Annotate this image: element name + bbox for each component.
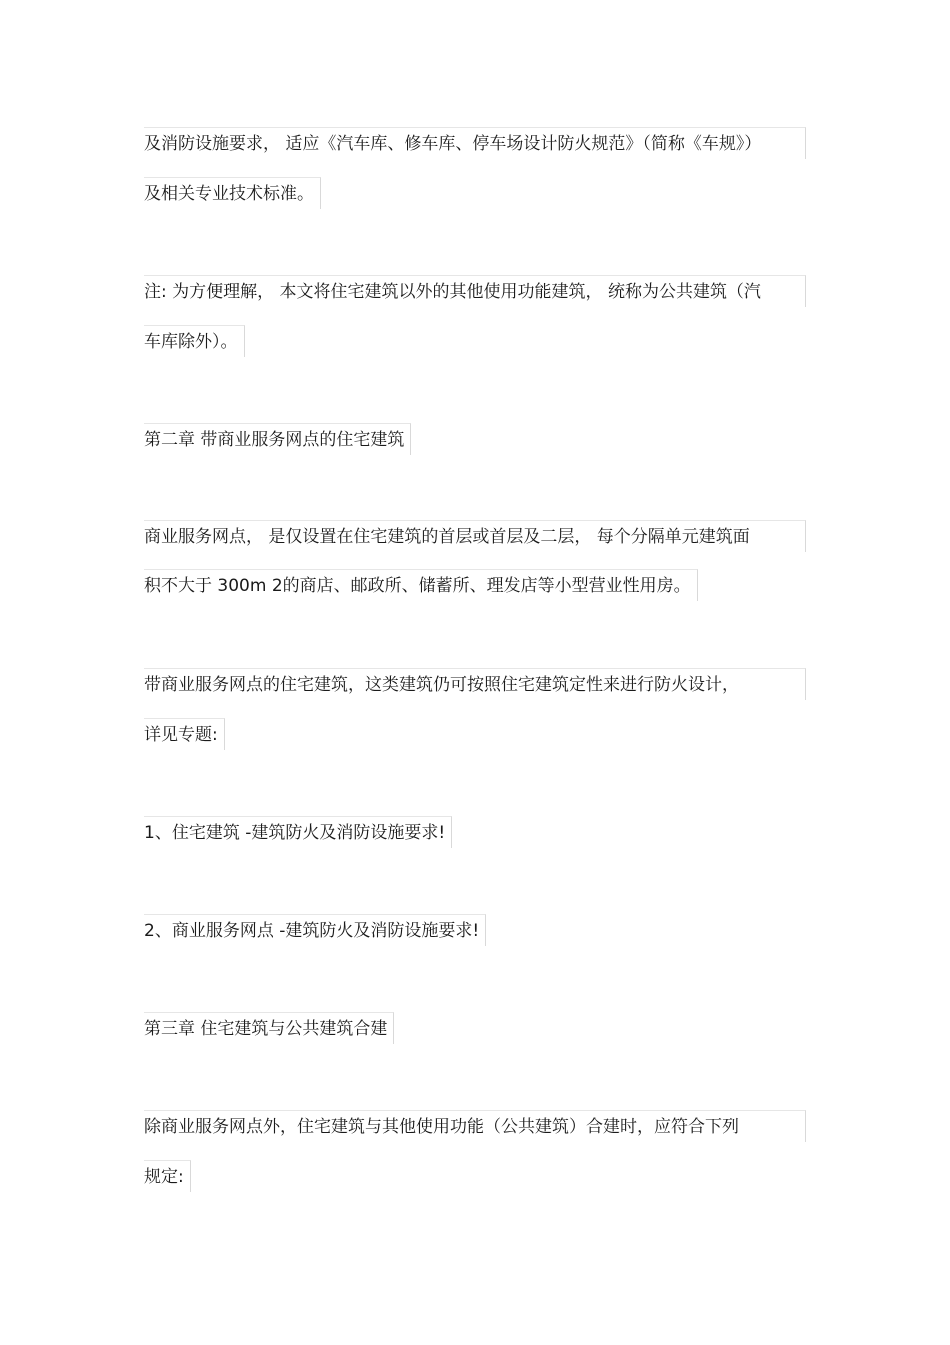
chapter-3-heading: 第三章 住宅建筑与公共建筑合建: [144, 1012, 394, 1044]
topic-list-item-2: 2、商业服务网点 -建筑防火及消防设施要求!: [144, 914, 486, 946]
paragraph-1-line-2: 及相关专业技术标准。: [144, 177, 321, 209]
chapter-2-heading: 第二章 带商业服务网点的住宅建筑: [144, 423, 411, 455]
paragraph-3-line-1: 带商业服务网点的住宅建筑，这类建筑仍可按照住宅建筑定性来进行防火设计，: [144, 668, 806, 700]
paragraph-4-line-1: 除商业服务网点外，住宅建筑与其他使用功能（公共建筑）合建时，应符合下列: [144, 1110, 806, 1142]
note-line-1: 注: 为方便理解， 本文将住宅建筑以外的其他使用功能建筑， 统称为公共建筑（汽: [144, 275, 806, 307]
paragraph-2-line-2: 积不大于 300m 2的商店、邮政所、储蓄所、理发店等小型营业性用房。: [144, 569, 698, 601]
paragraph-1-line-1: 及消防设施要求， 适应《汽车库、修车库、停车场设计防火规范》（简称《车规》）: [144, 127, 806, 159]
note-line-2: 车库除外）。: [144, 325, 245, 357]
topic-list-item-1: 1、住宅建筑 -建筑防火及消防设施要求!: [144, 816, 452, 848]
paragraph-2-line-1: 商业服务网点， 是仅设置在住宅建筑的首层或首层及二层， 每个分隔单元建筑面: [144, 520, 806, 552]
paragraph-3-line-2: 详见专题:: [144, 718, 225, 750]
paragraph-4-line-2: 规定:: [144, 1160, 191, 1192]
